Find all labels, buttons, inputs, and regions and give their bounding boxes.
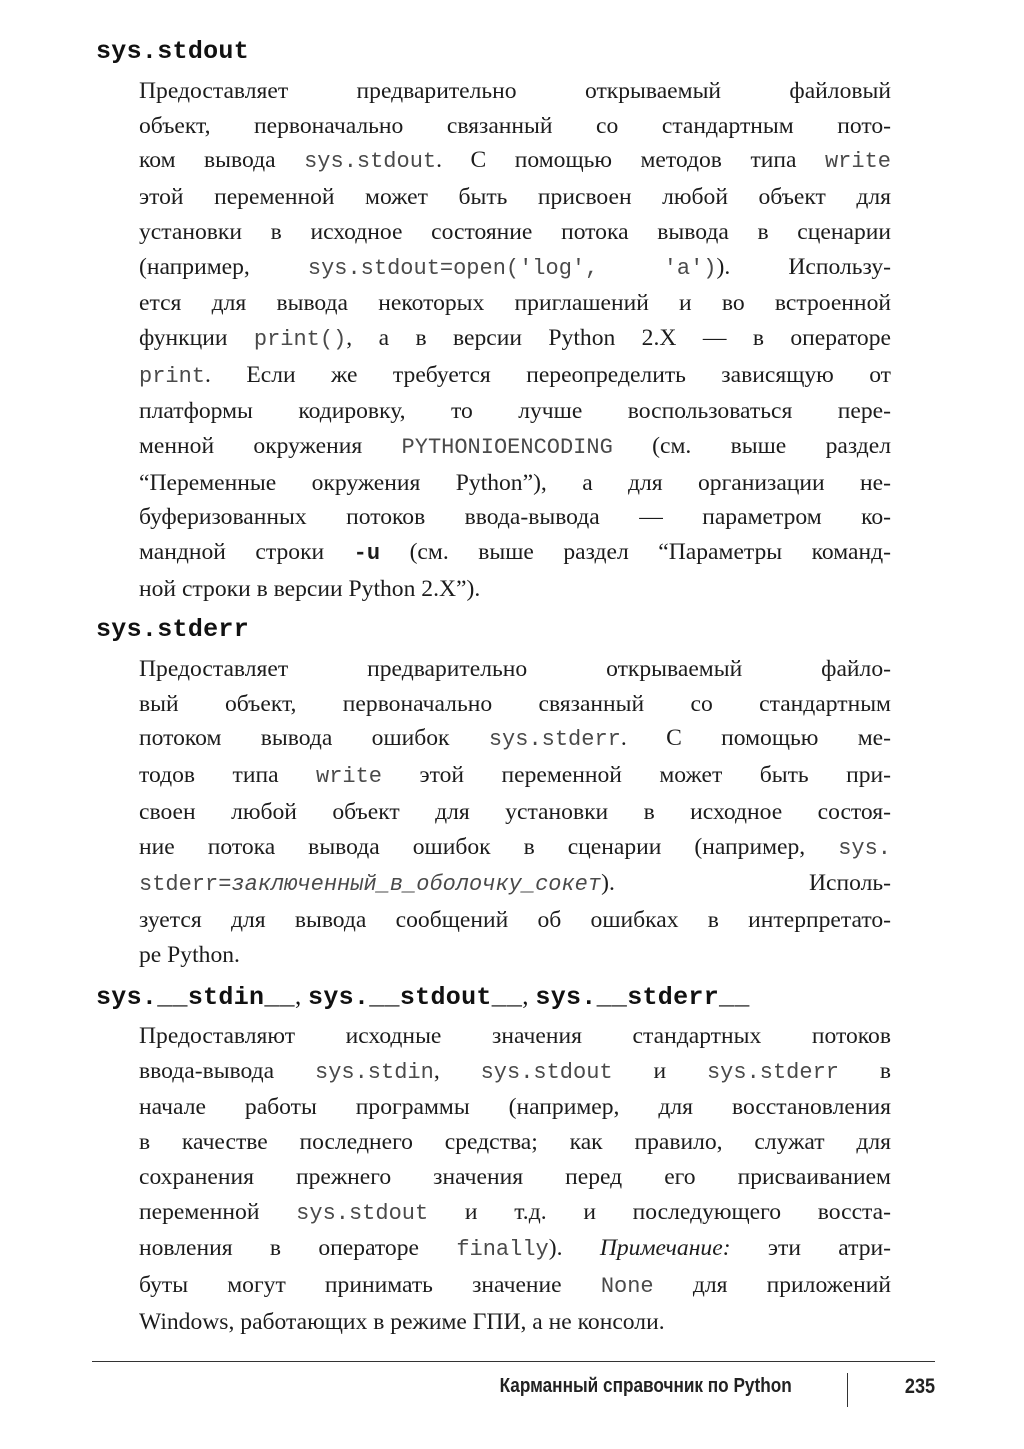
text-line bbox=[139, 1160, 891, 1195]
text-run: ). Использу- bbox=[716, 253, 891, 280]
text-line bbox=[139, 215, 891, 250]
text-run: . С помощью методов типа bbox=[436, 147, 825, 174]
text-run: вый объект, первоначально связанный со стандартным bbox=[139, 690, 891, 717]
text-run: потоком вывода ошибок bbox=[139, 725, 489, 752]
text-line bbox=[139, 830, 891, 867]
text-run: ). bbox=[548, 1235, 600, 1262]
inline-code: PYTHONIOENCODING bbox=[401, 435, 613, 461]
inline-code: -u bbox=[353, 541, 381, 567]
text-line bbox=[139, 1054, 891, 1091]
text-run: в качестве последнего средства; как правило, служат для bbox=[139, 1129, 891, 1156]
text-run: ется для вывода некоторых приглашений и во встроенной bbox=[139, 290, 891, 317]
text-line bbox=[139, 687, 891, 722]
inline-code: sys.stdout bbox=[480, 1059, 613, 1085]
text-run: сохранения прежнего значения перед его присваиванием bbox=[139, 1163, 891, 1190]
text-run: . Если же требуется переопределить зависящую от bbox=[205, 361, 891, 388]
entry-description-sys-stderr bbox=[139, 652, 891, 972]
text-run: . С помощью ме- bbox=[620, 725, 891, 752]
entry-heading-sys-dunder-streams bbox=[96, 982, 750, 1013]
text-run: Предоставляют исходные значения стандартных потоков bbox=[139, 1023, 891, 1049]
entry-heading-sys-stderr bbox=[96, 615, 249, 645]
text-line bbox=[139, 250, 891, 287]
text-run: , а в версии Python 2.X — в операторе bbox=[346, 324, 891, 351]
inline-code: write bbox=[316, 764, 383, 790]
inline-code: sys.stderr bbox=[706, 1059, 839, 1085]
text-run: (см. выше раздел “Параметры команд- bbox=[380, 539, 891, 566]
text-run: Предоставляет предварительно открываемый файло- bbox=[139, 656, 891, 682]
text-run: переменной bbox=[139, 1198, 297, 1225]
text-run: буферизованных потоков ввода-вывода — параметром ко- bbox=[139, 504, 891, 531]
inline-code: print() bbox=[253, 326, 347, 352]
inline-code: sys. bbox=[838, 835, 891, 861]
text-line bbox=[139, 358, 891, 395]
text-line bbox=[139, 652, 891, 687]
inline-code: sys.stdin bbox=[315, 1059, 434, 1085]
text-line bbox=[139, 1125, 891, 1160]
text-run: в bbox=[839, 1057, 891, 1084]
text-line bbox=[139, 466, 891, 501]
inline-code: finally bbox=[456, 1237, 549, 1263]
entry-heading-name: sys.stdout bbox=[96, 37, 250, 66]
text-run: ние потока вывода ошибок в сценарии (например, bbox=[139, 833, 839, 860]
inline-code: print bbox=[139, 363, 206, 389]
text-run: Предоставляет предварительно открываемый файловый bbox=[139, 78, 891, 104]
text-run: этой переменной может быть присвоен любой объект для bbox=[139, 184, 891, 211]
text-line bbox=[139, 903, 891, 938]
text-run: своен любой объект для установки в исходное состоя- bbox=[139, 798, 891, 825]
text-line bbox=[139, 1090, 891, 1125]
entry-heading-name: sys.__stdin__ bbox=[96, 983, 295, 1012]
text-run: Windows, работающих в режиме ГПИ, а не консоли. bbox=[139, 1308, 665, 1335]
footer-separator bbox=[847, 1373, 848, 1407]
inline-code: sys.stdout=open('log', 'a') bbox=[307, 255, 717, 281]
entry-heading-sys-stdout bbox=[96, 37, 249, 67]
text-line bbox=[139, 1195, 891, 1232]
entry-heading-separator: , bbox=[522, 983, 536, 1010]
text-line bbox=[139, 143, 891, 180]
entry-heading-name: sys.__stderr__ bbox=[535, 983, 750, 1012]
inline-code: заключенный_в_оболочку_сокет bbox=[231, 872, 602, 898]
text-line bbox=[139, 795, 891, 830]
text-line bbox=[139, 1268, 891, 1305]
text-run: тодов типа bbox=[139, 762, 316, 789]
text-line bbox=[139, 758, 891, 795]
text-run: “Переменные окружения Python”), а для организации не- bbox=[139, 469, 891, 496]
text-run: зуется для вывода сообщений об ошибках в интерпретато- bbox=[139, 906, 891, 933]
entry-heading-name: sys.__stdout__ bbox=[308, 983, 523, 1012]
inline-code: None bbox=[600, 1273, 654, 1299]
text-run: объект, первоначально связанный со стандартным пото- bbox=[139, 112, 891, 139]
entry-heading-separator: , bbox=[294, 983, 309, 1010]
entry-heading-name: sys.stderr bbox=[96, 615, 250, 644]
text-line bbox=[139, 572, 891, 607]
text-run: начале работы программы (например, для восстановления bbox=[139, 1094, 891, 1121]
text-run: платформы кодировку, то лучше воспользоваться пере- bbox=[139, 398, 891, 425]
text-run: буты могут принимать значение bbox=[139, 1271, 601, 1298]
text-line bbox=[139, 74, 891, 109]
text-line bbox=[139, 109, 891, 144]
text-run: мандной строки bbox=[139, 539, 354, 566]
text-line bbox=[139, 180, 891, 215]
text-run: (например, bbox=[139, 253, 308, 280]
inline-code: write bbox=[824, 149, 891, 175]
text-run: ). Исполь- bbox=[601, 870, 891, 897]
text-line bbox=[139, 500, 891, 535]
text-run: ре Python. bbox=[139, 941, 240, 968]
inline-code: stderr= bbox=[139, 872, 232, 898]
text-line bbox=[139, 938, 891, 973]
text-line bbox=[139, 286, 891, 321]
text-run: для приложений bbox=[653, 1271, 891, 1298]
text-run: эти атри- bbox=[730, 1235, 892, 1262]
inline-code: sys.stdout bbox=[304, 149, 437, 175]
text-run: и т.д. и последующего восста- bbox=[428, 1198, 891, 1225]
text-run: ввода-вывода bbox=[139, 1057, 315, 1084]
footer-book-title: Карманный справочник по Python bbox=[499, 1375, 792, 1397]
text-run: новления в операторе bbox=[139, 1235, 457, 1262]
text-run: (см. выше раздел bbox=[612, 433, 891, 460]
inline-code: Примечание: bbox=[599, 1235, 731, 1262]
text-run: и bbox=[612, 1057, 707, 1084]
text-line bbox=[139, 866, 891, 903]
entry-description-sys-dunder-streams bbox=[139, 1019, 891, 1339]
inline-code: sys.stdout bbox=[296, 1200, 429, 1226]
text-run: установки в исходное состояние потока вывода в сценарии bbox=[139, 218, 891, 245]
inline-code: sys.stderr bbox=[488, 727, 621, 753]
text-line bbox=[139, 721, 891, 758]
text-line bbox=[139, 429, 891, 466]
text-line bbox=[139, 535, 891, 572]
page-number: 235 bbox=[904, 1375, 935, 1398]
text-line bbox=[139, 321, 891, 358]
text-run: , bbox=[433, 1057, 481, 1084]
text-line bbox=[139, 1019, 891, 1054]
text-line bbox=[139, 1231, 891, 1268]
text-run: менной окружения bbox=[139, 433, 402, 460]
footer-rule bbox=[92, 1361, 935, 1362]
text-run: функции bbox=[139, 324, 254, 351]
text-run: ком вывода bbox=[139, 147, 305, 174]
text-line bbox=[139, 1305, 891, 1340]
text-line bbox=[139, 394, 891, 429]
entry-description-sys-stdout bbox=[139, 74, 891, 607]
text-run: этой переменной может быть при- bbox=[382, 762, 892, 789]
text-run: ной строки в версии Python 2.X”). bbox=[139, 575, 481, 602]
